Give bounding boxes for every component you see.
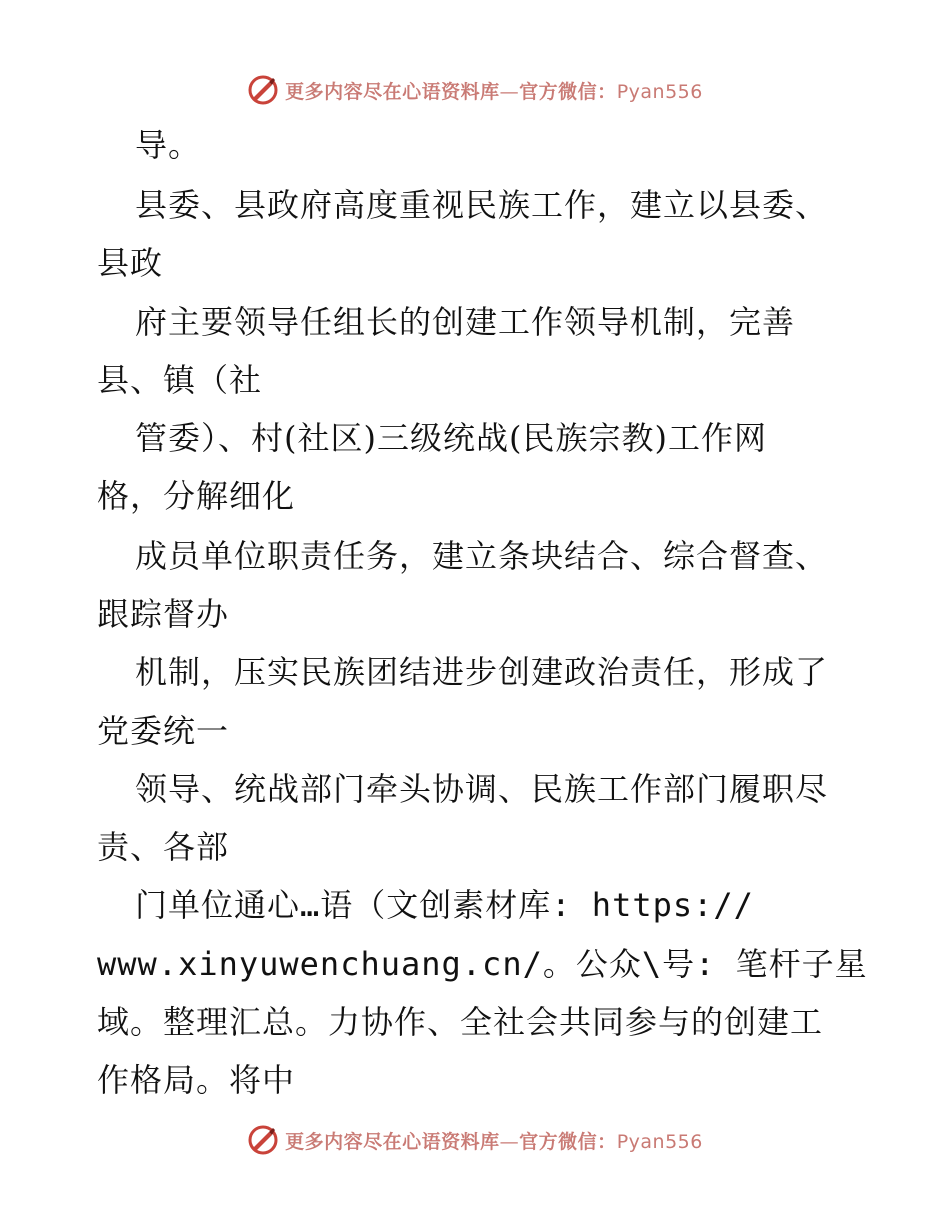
footer-wechat-id: Pyan556 <box>616 1130 703 1153</box>
footer-wechat-label: 官方微信： <box>519 1130 617 1153</box>
body-line: 责、各部 <box>97 828 230 866</box>
body-line: 党委统一 <box>97 712 230 750</box>
body-line: www.xinyuwenchuang.cn/。公众\号: 笔杆子星 <box>97 945 868 983</box>
body-line: 门单位通心…语（文创素材库: https:// <box>135 886 754 924</box>
body-line: 领导、统战部门牵头协调、民族工作部门履职尽 <box>135 770 829 808</box>
body-line: 县政 <box>97 244 164 282</box>
body-line: 县委、县政府高度重视民族工作，建立以县委、 <box>135 186 829 224</box>
header-separator: — <box>499 80 520 103</box>
body-line: 格，分解细化 <box>97 477 296 515</box>
body-line: 管委）、村(社区)三级统战(民族宗教)工作网 <box>135 419 767 457</box>
pen-seal-icon <box>247 1124 279 1156</box>
footer-separator: — <box>499 1130 520 1153</box>
footer-banner-text <box>285 1127 703 1154</box>
body-line: 县、镇（社 <box>97 361 263 399</box>
body-line: 导。 <box>135 126 202 164</box>
body-line: 作格局。将中 <box>97 1061 296 1099</box>
header-wechat-id: Pyan556 <box>616 80 703 103</box>
body-line: 跟踪督办 <box>97 595 230 633</box>
header-brand-text: 更多内容尽在心语资料库 <box>285 80 500 103</box>
header-wechat-label: 官方微信： <box>519 80 617 103</box>
footer-brand-text: 更多内容尽在心语资料库 <box>285 1130 500 1153</box>
header-banner <box>0 70 950 110</box>
body-line: 域。整理汇总。力协作、全社会共同参与的创建工 <box>97 1003 824 1041</box>
header-banner-text <box>285 77 703 104</box>
pen-seal-icon <box>247 74 279 106</box>
body-line: 成员单位职责任务，建立条块结合、综合督查、 <box>135 537 829 575</box>
body-line: 府主要领导任组长的创建工作领导机制，完善 <box>135 303 796 341</box>
body-line: 机制，压实民族团结进步创建政治责任，形成了 <box>135 653 829 691</box>
footer-banner <box>0 1120 950 1160</box>
